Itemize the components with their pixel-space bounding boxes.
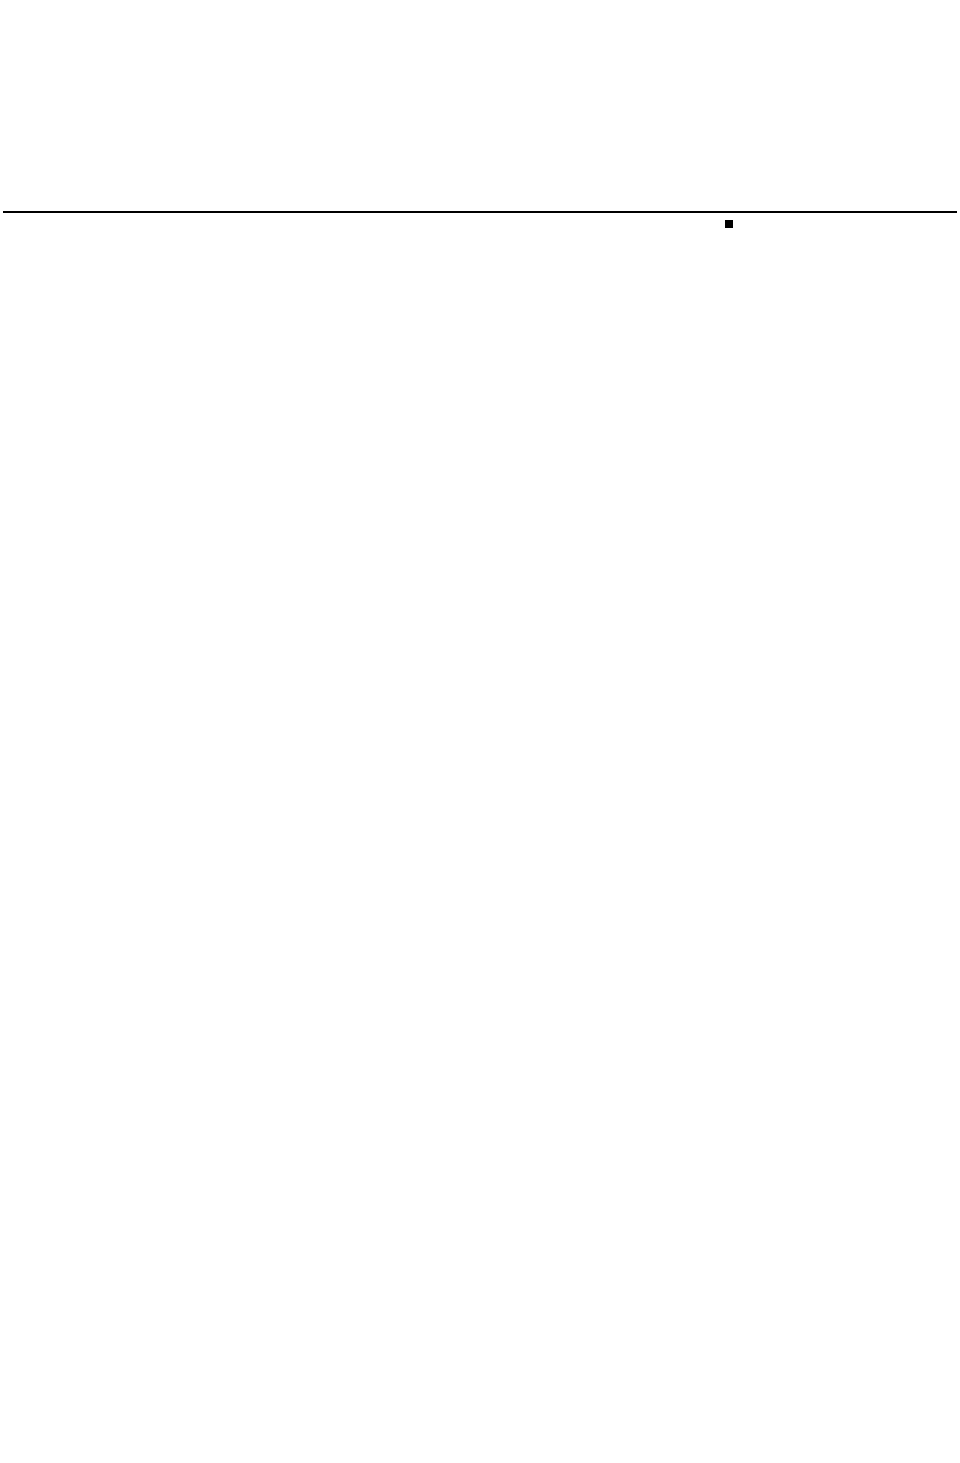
- table-header-row: [4, 212, 957, 213]
- document-page: [6, 0, 938, 213]
- rail-measures-table: [3, 211, 957, 213]
- continuation-text: [6, 0, 938, 19]
